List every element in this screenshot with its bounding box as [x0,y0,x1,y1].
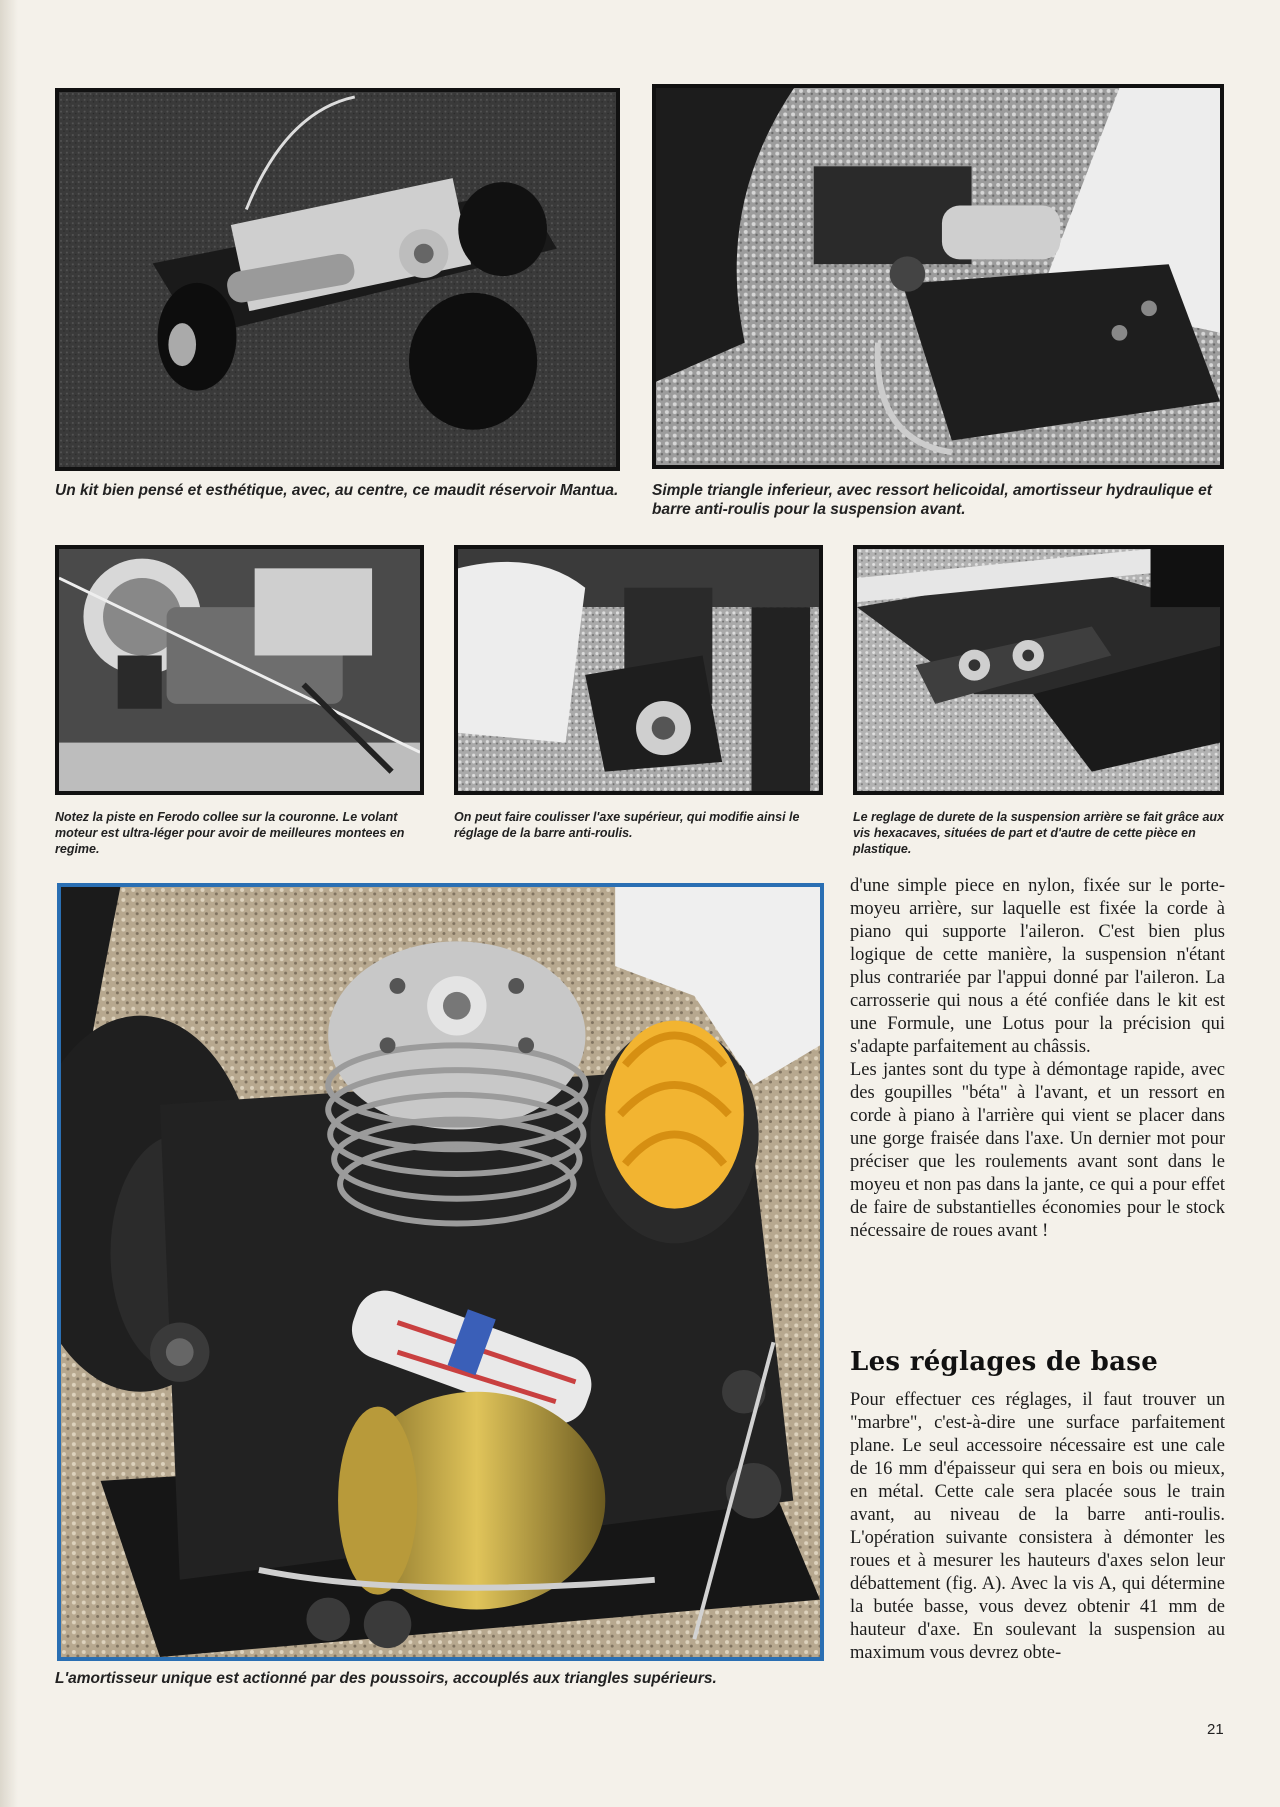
photo-flywheel [55,545,424,795]
article-column-bottom [850,1389,1225,1665]
section-heading: Les réglages de base [850,1347,1159,1377]
caption-flywheel: Notez la piste en Ferodo collee sur la couronne. Le volant moteur est ultra-léger pour avoir de meilleures montees en regime. [55,810,405,856]
article-column-top [850,875,1225,1243]
photo-anti-roll-axle [454,545,823,795]
article-paragraph-1: d'une simple piece en nylon, fixée sur le porte-moyeu arrière, sur laquelle est fixée la corde à piano qui supporte l'aileron. C'est bien plus logique de cette manière, la suspension n'étant plus contrariée par l'appui donné par l'aileron. La carrosserie qui nous a été confiée dans le kit est une Formule, une Lotus pour la précision qui s'adapte parfaitement au châssis. [850,876,1225,1057]
photo-engine-shock [57,883,824,1661]
article-paragraph-2: Les jantes sont du type à démontage rapide, avec des goupilles "béta" à l'avant, et un ressort en corde à piano à l'arrière qui vient se placer dans une gorge fraisée dans l'axe. Un dernier mot pour préciser que les roulements avant sont dans le moyeu et non pas dans la jante, ce qui a pour effet de faire de substantielles économies pour le stock nécessaire de roues avant ! [850,1060,1225,1241]
caption-car-overview: Un kit bien pensé et esthétique, avec, au centre, ce maudit réservoir Mantua. [55,482,619,499]
photo-rear-suspension [853,545,1224,795]
caption-engine-shock: L'amortisseur unique est actionné par des poussoirs, accouplés aux triangles supérieurs. [55,1670,717,1687]
page-number: 21 [1207,1721,1224,1738]
page-edge [0,0,18,1807]
caption-anti-roll-axle: On peut faire coulisser l'axe supérieur, qui modifie ainsi le réglage de la barre anti-roulis. [454,810,800,840]
article-paragraph-3: Pour effectuer ces réglages, il faut trouver un "marbre", c'est-à-dire une surface parfaitement plane. Le seul accessoire nécessaire est une cale de 16 mm d'épaisseur qui sera en bois ou mieux, en métal. Cette cale sera placée sous le train avant, au niveau de la barre anti-roulis. L'opération suivante consistera à démonter les roues et à mesurer les hauteurs d'axes selon leur débattement (fig. A). Avec la vis A, qui détermine la butée basse, vous devez obtenir 41 mm de hauteur d'axe. En soulevant la suspension au maximum vous devrez obte- [850,1390,1225,1663]
photo-front-suspension [652,84,1224,469]
photo-car-overview [55,88,620,471]
caption-rear-suspension: Le reglage de durete de la suspension arrière se fait grâce aux vis hexacaves, situées de part et d'autre de cette pièce en plastique. [853,810,1224,856]
caption-front-suspension: Simple triangle inferieur, avec ressort helicoidal, amortisseur hydraulique et barre anti-roulis pour la suspension avant. [652,482,1212,518]
